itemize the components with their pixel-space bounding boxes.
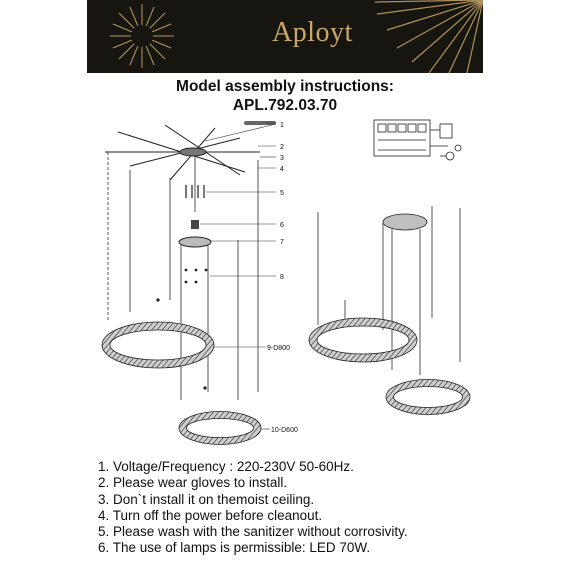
brand-logo-text: Aployt	[272, 17, 353, 48]
callout-labels	[267, 122, 298, 434]
instruction-item: 1. Voltage/Frequency : 220-230V 50-60Hz.	[98, 459, 354, 474]
page-title: Model assembly instructions:	[176, 78, 394, 95]
callout-8: 8	[280, 274, 284, 281]
ring-d800-right	[309, 318, 417, 362]
instruction-item: 2. Please wear gloves to install.	[98, 475, 288, 491]
callout-5: 5	[280, 190, 284, 197]
callout-10-d600: 10-D600	[271, 427, 298, 434]
instruction-item: 6. The use of lamps is permissible: LED 70W.	[98, 540, 371, 556]
instructions-list	[98, 459, 538, 557]
assembly-diagram	[0, 112, 570, 457]
callout-7: 7	[280, 239, 284, 246]
ring-d800-left	[102, 322, 214, 368]
callout-2: 2	[280, 144, 284, 151]
callout-9-d800: 9-D800	[267, 345, 290, 352]
callout-3: 3	[280, 155, 284, 162]
ring-d600-left	[179, 412, 261, 445]
ceiling-canopy-right	[383, 214, 427, 230]
instruction-item: 3. Don`t install it on themoist ceiling.	[98, 491, 315, 507]
wiring-schematic	[374, 120, 461, 160]
instruction-item: 4. Turn off the power before cleanout.	[98, 507, 323, 523]
callout-6: 6	[280, 222, 284, 229]
brand-banner	[87, 0, 483, 73]
model-number: APL.792.03.70	[232, 97, 338, 114]
instruction-item: 5. Please wash with the sanitizer without corrosivity.	[98, 524, 408, 540]
suspension-wires-right	[318, 206, 460, 375]
callout-1: 1	[280, 122, 284, 129]
ring-d600-right	[386, 380, 470, 415]
callout-4: 4	[280, 166, 284, 173]
